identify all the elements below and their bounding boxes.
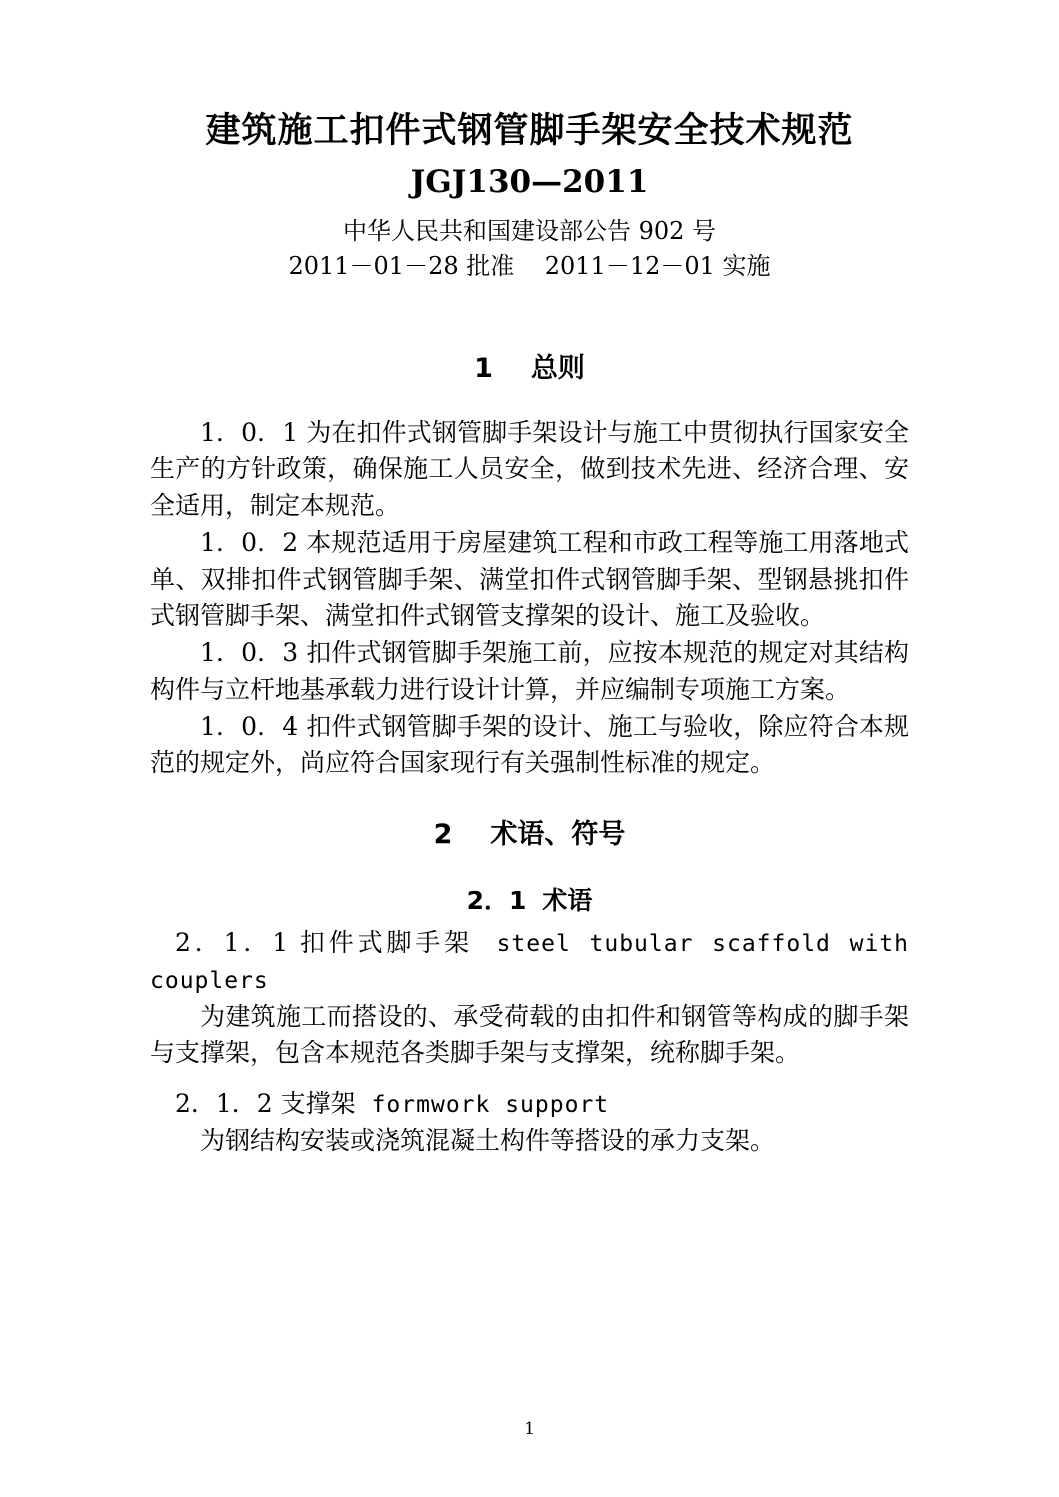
- term-2-1-2-label: 2．1．2 支撑架: [175, 1089, 356, 1119]
- clause-1-0-2: 1．0．2 本规范适用于房屋建筑工程和市政工程等施工用落地式单、双排扣件式钢管脚手架、满堂扣件式钢管脚手架、型钢悬挑扣件式钢管脚手架、满堂扣件式钢管支撑架的设计、施工及验收。: [150, 527, 909, 631]
- chapter-2-number: 2: [433, 819, 453, 851]
- term-2-1-1-definition: 为建筑施工而搭设的、承受荷载的由扣件和钢管等构成的脚手架与支撑架，包含本规范各类脚手架与支撑架，统称脚手架。: [150, 1001, 909, 1068]
- chapter-1-number: 1: [474, 352, 493, 384]
- term-2-1-1-label: 2．1．1 扣件式脚手架: [175, 928, 473, 958]
- section-2-1-heading: [150, 881, 909, 917]
- section-2-1-number: 2．1: [466, 886, 527, 916]
- approval-dates-line: 2011－01－28 批准 2011－12－01 实施: [288, 251, 771, 280]
- term-2-1-1-english: steel tubular scaffold with couplers: [150, 931, 909, 994]
- clause-1-0-4: 1．0．4 扣件式钢管脚手架的设计、施工与验收，除应符合本规范的规定外，尚应符合国家现行有关强制性标准的规定。: [150, 711, 909, 778]
- chapter-2-title: 术语、符号: [490, 819, 626, 851]
- term-2-1-2-english: formwork support: [371, 1092, 610, 1119]
- standard-code: JGJ130—2011: [410, 164, 649, 200]
- chapter-2-heading: [150, 812, 909, 851]
- chapter-1-title: 总则: [530, 352, 585, 384]
- clause-1-0-1: 1．0．1 为在扣件式钢管脚手架设计与施工中贯彻执行国家安全生产的方针政策，确保施工人员安全，做到技术先进、经济合理、安全适用，制定本规范。: [150, 417, 909, 521]
- term-2-1-2-line: [150, 1086, 909, 1123]
- page-title: 建筑施工扣件式钢管脚手架安全技术规范: [205, 111, 854, 151]
- term-2-1-2-definition: 为钢结构安装或浇筑混凝土构件等搭设的承力支架。: [200, 1125, 776, 1155]
- section-2-1-title: 术语: [542, 886, 593, 916]
- page-number: 1: [524, 1419, 535, 1439]
- clause-1-0-3: 1．0．3 扣件式钢管脚手架施工前，应按本规范的规定对其结构构件与立杆地基承载力进行设计计算，并应编制专项施工方案。: [150, 638, 909, 704]
- chapter-1-heading: [150, 346, 909, 385]
- term-2-1-1-line: [150, 925, 909, 999]
- announcement-line: 中华人民共和国建设部公告 902 号: [342, 217, 717, 245]
